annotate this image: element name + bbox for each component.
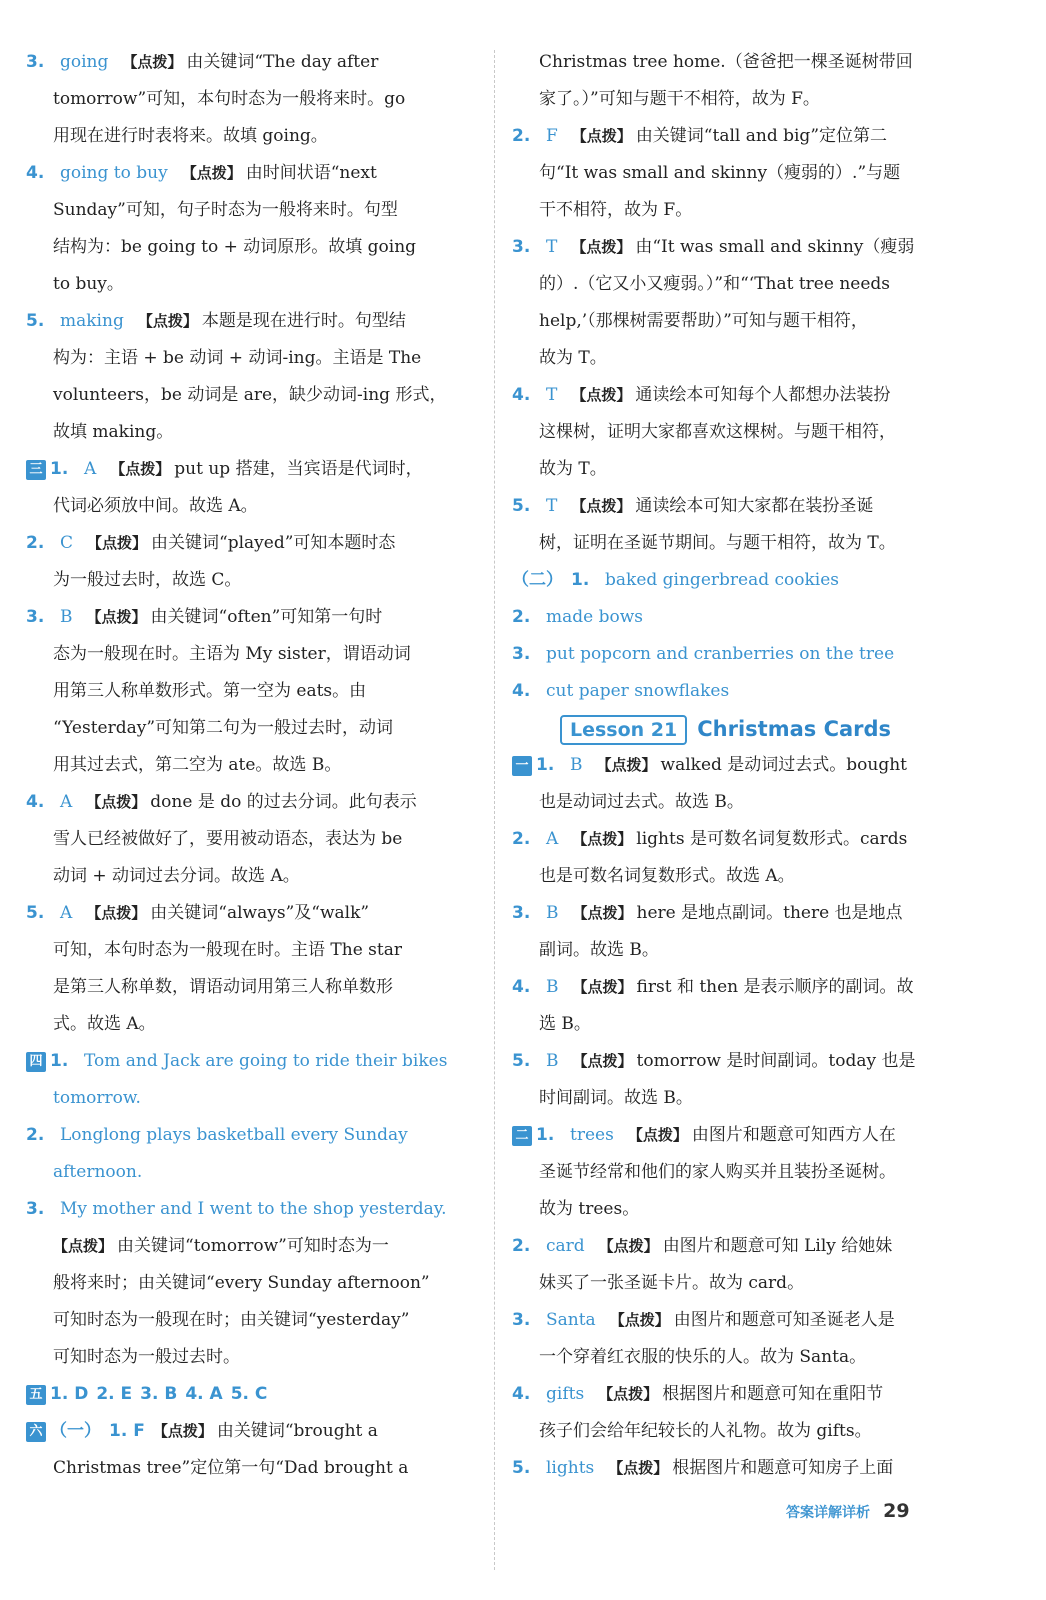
text-line <box>512 895 964 932</box>
column-divider <box>494 50 495 1570</box>
text-line <box>512 525 964 562</box>
answer: made bows <box>546 607 643 627</box>
text-line <box>26 525 478 562</box>
text-line <box>512 636 964 673</box>
item-number: 3. <box>512 237 531 257</box>
item-number: 5. <box>26 311 45 331</box>
explanation-text: 代词必须放中间。故选 A。 <box>53 496 258 516</box>
answer: A <box>84 459 97 479</box>
explanation-text: 也是动词过去式。故选 B。 <box>539 792 744 812</box>
hint-tag: 【点拨】 <box>181 164 242 182</box>
explanation-text: 这棵树，证明大家都喜欢这棵树。与题干相符， <box>539 422 896 442</box>
answer: tomorrow. <box>53 1088 141 1108</box>
text-line <box>512 488 964 525</box>
text-line <box>512 340 964 377</box>
answer: lights <box>546 1458 595 1478</box>
explanation-text: 构为：主语 + be 动词 + 动词-ing。主语是 The <box>53 348 422 368</box>
item-number: 2. <box>512 126 531 146</box>
explanation-text: volunteers，be 动词是 are，缺少动词-ing 形式， <box>53 385 447 405</box>
explanation-text: 式。故选 A。 <box>53 1014 156 1034</box>
text-line <box>26 44 478 81</box>
item-number: 2. <box>26 1125 45 1145</box>
text-line <box>512 1043 964 1080</box>
item-number: 3. <box>26 1199 45 1219</box>
answer: B <box>546 903 559 923</box>
item-number: 3. <box>512 644 531 664</box>
explanation-text: 家了。）”可知与题干不相符，故为 F。 <box>539 89 820 109</box>
explanation-text: put up 搭建，当宾语是代词时， <box>174 459 423 479</box>
hint-tag: 【点拨】 <box>571 386 632 404</box>
explanation-text: 由图片和题意可知圣诞老人是 <box>673 1310 895 1330</box>
explanation-text: 选 B。 <box>539 1014 591 1034</box>
explanation-text: “Yesterday”可知第二句为一般过去时，动词 <box>53 718 394 738</box>
text-line <box>26 451 478 488</box>
hint-tag: 【点拨】 <box>53 1237 114 1255</box>
item-number: （二） <box>512 570 563 590</box>
item-number: 2. <box>26 533 45 553</box>
answer: C <box>60 533 74 553</box>
explanation-text: to buy。 <box>53 274 124 294</box>
text-line <box>512 1080 964 1117</box>
answer: B <box>570 755 583 775</box>
answer: F <box>546 126 558 146</box>
explanation-text: 圣诞节经常和他们的家人购买并且装扮圣诞树。 <box>539 1162 896 1182</box>
hint-tag: 【点拨】 <box>86 793 147 811</box>
text-line <box>26 858 478 895</box>
text-line <box>26 1376 478 1413</box>
hint-tag: 【点拨】 <box>86 904 147 922</box>
explanation-text: 由关键词“often”可知第一句时 <box>150 607 383 627</box>
text-line <box>26 747 478 784</box>
item-number: 3. <box>512 903 531 923</box>
explanation-text: 句“It was small and skinny（瘦弱的）.”与题 <box>539 163 901 183</box>
text-line <box>26 1228 478 1265</box>
text-line <box>512 1339 964 1376</box>
text-line <box>26 636 478 673</box>
explanation-text: 副词。故选 B。 <box>539 940 659 960</box>
hint-tag: 【点拨】 <box>609 1311 670 1329</box>
hint-tag: 【点拨】 <box>87 534 148 552</box>
hint-tag: 【点拨】 <box>86 608 147 626</box>
text-line <box>26 895 478 932</box>
text-line <box>512 932 964 969</box>
hint-tag: 【点拨】 <box>571 497 632 515</box>
page-footer <box>786 1500 910 1522</box>
text-line <box>512 673 964 710</box>
answer: B <box>546 977 559 997</box>
item-number: 1. D <box>50 1384 89 1404</box>
text-line <box>26 118 478 155</box>
text-line <box>26 1302 478 1339</box>
text-line <box>512 192 964 229</box>
hint-tag: 【点拨】 <box>572 978 633 996</box>
hint-tag: 【点拨】 <box>571 238 632 256</box>
text-line <box>512 451 964 488</box>
explanation-text: tomorrow”可知，本句时态为一般将来时。go <box>53 89 406 109</box>
explanation-text: 用其过去式，第二空为 ate。故选 B。 <box>53 755 342 775</box>
explanation-text: 故为 trees。 <box>539 1199 640 1219</box>
item-number: 5. <box>512 496 531 516</box>
explanation-text: 由“It was small and skinny（瘦弱 <box>635 237 915 257</box>
text-line <box>512 1191 964 1228</box>
hint-tag: 【点拨】 <box>152 1422 213 1440</box>
hint-tag: 【点拨】 <box>627 1126 688 1144</box>
text-line <box>512 1117 964 1154</box>
answer: trees <box>570 1125 614 1145</box>
answer: A <box>60 903 73 923</box>
answer: afternoon. <box>53 1162 143 1182</box>
explanation-text: 本题是现在进行时。句型结 <box>201 311 406 331</box>
text-line <box>512 1228 964 1265</box>
text-line <box>512 1154 964 1191</box>
section-badge: 六 <box>26 1422 46 1442</box>
explanation-text: 由关键词“tall and big”定位第二 <box>635 126 888 146</box>
explanation-text: 故为 T。 <box>539 459 607 479</box>
explanation-text: 由图片和题意可知西方人在 <box>691 1125 896 1145</box>
explanation-text: 用第三人称单数形式。第一空为 eats。由 <box>53 681 367 701</box>
hint-tag: 【点拨】 <box>572 904 633 922</box>
item-number: 5. <box>512 1051 531 1071</box>
answer: making <box>60 311 124 331</box>
text-line <box>26 1191 478 1228</box>
lesson-label: Lesson 21 <box>560 715 687 745</box>
item-number: 1. <box>50 459 69 479</box>
item-number: 4. <box>26 792 45 812</box>
answer: A <box>546 829 559 849</box>
explanation-text: 由图片和题意可知 Lily 给她妹 <box>662 1236 893 1256</box>
explanation-text: 由时间状语“next <box>245 163 377 183</box>
left-column <box>26 44 478 1487</box>
explanation-text: Sunday”可知，句子时态为一般将来时。句型 <box>53 200 398 220</box>
answer: T <box>546 496 558 516</box>
text-line <box>26 229 478 266</box>
item-number: 1. F <box>109 1421 145 1441</box>
text-line <box>512 155 964 192</box>
text-line <box>26 821 478 858</box>
text-line <box>26 1043 478 1080</box>
text-line <box>26 81 478 118</box>
explanation-text: 也是可数名词复数形式。故选 A。 <box>539 866 795 886</box>
answer: Santa <box>546 1310 596 1330</box>
section-badge: 二 <box>512 1126 532 1146</box>
item-number: 4. <box>26 163 45 183</box>
hint-tag: 【点拨】 <box>571 127 632 145</box>
text-line <box>512 1302 964 1339</box>
answer: gifts <box>546 1384 585 1404</box>
explanation-text: 由关键词“tomorrow”可知时态为一 <box>117 1236 389 1256</box>
hint-tag: 【点拨】 <box>572 1052 633 1070</box>
item-number: 3. <box>26 52 45 72</box>
item-number: 2. <box>512 607 531 627</box>
text-line <box>512 599 964 636</box>
text-line <box>512 118 964 155</box>
explanation-text: 时间副词。故选 B。 <box>539 1088 693 1108</box>
text-line <box>26 488 478 525</box>
answer: A <box>60 792 73 812</box>
text-line <box>26 1154 478 1191</box>
answer: B <box>60 607 73 627</box>
text-line <box>26 377 478 414</box>
page-number: 29 <box>883 1500 910 1522</box>
right-column <box>512 44 964 1487</box>
answer: Tom and Jack are going to ride their bikes <box>84 1051 448 1071</box>
hint-tag: 【点拨】 <box>596 756 657 774</box>
answer: My mother and I went to the shop yesterday. <box>60 1199 447 1219</box>
explanation-text: tomorrow 是时间副词。today 也是 <box>636 1051 916 1071</box>
item-number: 3. B <box>140 1384 178 1404</box>
answer: Longlong plays basketball every Sunday <box>60 1125 408 1145</box>
explanation-text: 态为一般现在时。主语为 My sister，谓语动词 <box>53 644 411 664</box>
explanation-text: 般将来时；由关键词“every Sunday afternoon” <box>53 1273 430 1293</box>
text-line <box>26 1450 478 1487</box>
text-line <box>512 414 964 451</box>
explanation-text: 是第三人称单数，谓语动词用第三人称单数形 <box>53 977 393 997</box>
explanation-text: 雪人已经被做好了，要用被动语态，表达为 be <box>53 829 403 849</box>
text-line <box>26 303 478 340</box>
explanation-text: 故为 T。 <box>539 348 607 368</box>
text-line <box>512 562 964 599</box>
hint-tag: 【点拨】 <box>122 53 183 71</box>
item-number: 2. E <box>96 1384 133 1404</box>
explanation-text: 通读绘本可知大家都在装扮圣诞 <box>635 496 874 516</box>
text-line <box>512 1376 964 1413</box>
explanation-text: 妹买了一张圣诞卡片。故为 card。 <box>539 1273 805 1293</box>
explanation-text: 由关键词“brought a <box>216 1421 378 1441</box>
item-number: 1. <box>50 1051 69 1071</box>
text-line <box>512 747 964 784</box>
explanation-text: help,’（那棵树需要帮助）”可知与题干相符， <box>539 311 868 331</box>
explanation-text: 可知时态为一般过去时。 <box>53 1347 240 1367</box>
text-line <box>26 599 478 636</box>
explanation-text: 由关键词“played”可知本题时态 <box>151 533 396 553</box>
footer-label: 答案详解详析 <box>786 1505 870 1521</box>
lesson-heading <box>512 710 964 747</box>
item-number: 3. <box>26 607 45 627</box>
text-line <box>512 1006 964 1043</box>
text-line <box>512 44 964 81</box>
explanation-text: 可知，本句时态为一般现在时。主语 The star <box>53 940 402 960</box>
item-number: 3. <box>512 1310 531 1330</box>
hint-tag: 【点拨】 <box>598 1385 659 1403</box>
text-line <box>26 1006 478 1043</box>
text-line <box>512 303 964 340</box>
explanation-text: 树，证明在圣诞节期间。与题干相符，故为 T。 <box>539 533 896 553</box>
item-number: （一） <box>50 1421 101 1441</box>
explanation-text: 由关键词“The day after <box>186 52 379 72</box>
explanation-text: 干不相符，故为 F。 <box>539 200 693 220</box>
text-line <box>26 1413 478 1450</box>
explanation-text: 根据图片和题意可知在重阳节 <box>662 1384 884 1404</box>
item-number: 4. A <box>185 1384 223 1404</box>
explanation-text: walked 是动词过去式。bought <box>660 755 908 775</box>
text-line <box>26 1265 478 1302</box>
text-line <box>26 1117 478 1154</box>
text-line <box>512 784 964 821</box>
text-line <box>512 1413 964 1450</box>
text-line <box>512 1450 964 1487</box>
text-line <box>26 562 478 599</box>
text-line <box>26 266 478 303</box>
text-line <box>512 229 964 266</box>
hint-tag: 【点拨】 <box>572 830 633 848</box>
explanation-text: 的）.（它又小又瘦弱。）”和“‘That tree needs <box>539 274 891 294</box>
explanation-text: 通读绘本可知每个人都想办法装扮 <box>635 385 891 405</box>
answer: cut paper snowflakes <box>546 681 730 701</box>
explanation-text: 动词 + 动词过去分词。故选 A。 <box>53 866 300 886</box>
text-line <box>26 710 478 747</box>
explanation-text: 用现在进行时表将来。故填 going。 <box>53 126 328 146</box>
explanation-text: lights 是可数名词复数形式。cards <box>636 829 908 849</box>
text-line <box>26 414 478 451</box>
item-number: 1. <box>536 755 555 775</box>
text-line <box>26 1080 478 1117</box>
explanation-text: 故填 making。 <box>53 422 174 442</box>
item-number: 2. <box>512 829 531 849</box>
text-line <box>512 821 964 858</box>
answer: T <box>546 385 558 405</box>
explanation-text: 结构为：be going to + 动词原形。故填 going <box>53 237 417 257</box>
explanation-text: here 是地点副词。there 也是地点 <box>636 903 903 923</box>
lesson-title: Christmas Cards <box>697 717 892 741</box>
answer: T <box>546 237 558 257</box>
item-number: 5. <box>26 903 45 923</box>
answer: card <box>546 1236 585 1256</box>
hint-tag: 【点拨】 <box>110 460 171 478</box>
explanation-text: first 和 then 是表示顺序的副词。故 <box>636 977 914 997</box>
answer: put popcorn and cranberries on the tree <box>546 644 895 664</box>
hint-tag: 【点拨】 <box>137 312 198 330</box>
explanation-text: Christmas tree home.（爸爸把一棵圣诞树带回 <box>539 52 913 72</box>
item-number: 5. <box>512 1458 531 1478</box>
section-badge: 三 <box>26 460 46 480</box>
item-number: 1. <box>571 570 590 590</box>
item-number: 4. <box>512 977 531 997</box>
item-number: 5. C <box>230 1384 268 1404</box>
text-line <box>512 858 964 895</box>
text-line <box>512 377 964 414</box>
section-badge: 五 <box>26 1385 46 1405</box>
text-line <box>512 1265 964 1302</box>
answer: baked gingerbread cookies <box>605 570 840 590</box>
text-line <box>26 784 478 821</box>
item-number: 4. <box>512 681 531 701</box>
text-line <box>512 81 964 118</box>
explanation-text: 可知时态为一般现在时；由关键词“yesterday” <box>53 1310 410 1330</box>
item-number: 4. <box>512 385 531 405</box>
text-line <box>26 1339 478 1376</box>
text-line <box>26 969 478 1006</box>
explanation-text: Christmas tree”定位第一句“Dad brought a <box>53 1458 409 1478</box>
explanation-text: 为一般过去时，故选 C。 <box>53 570 242 590</box>
text-line <box>26 155 478 192</box>
explanation-text: done 是 do 的过去分词。此句表示 <box>150 792 417 812</box>
item-number: 2. <box>512 1236 531 1256</box>
text-line <box>26 673 478 710</box>
explanation-text: 一个穿着红衣服的快乐的人。故为 Santa。 <box>539 1347 867 1367</box>
answer: going <box>60 52 109 72</box>
text-line <box>26 192 478 229</box>
explanation-text: 根据图片和题意可知房子上面 <box>672 1458 894 1478</box>
answer: going to buy <box>60 163 168 183</box>
answer: B <box>546 1051 559 1071</box>
section-badge: 一 <box>512 756 532 776</box>
text-line <box>512 266 964 303</box>
text-line <box>26 340 478 377</box>
text-line <box>26 932 478 969</box>
hint-tag: 【点拨】 <box>608 1459 669 1477</box>
explanation-text: 孩子们会给年纪较长的人礼物。故为 gifts。 <box>539 1421 872 1441</box>
text-line <box>512 969 964 1006</box>
hint-tag: 【点拨】 <box>598 1237 659 1255</box>
item-number: 1. <box>536 1125 555 1145</box>
explanation-text: 由关键词“always”及“walk” <box>150 903 370 923</box>
item-number: 4. <box>512 1384 531 1404</box>
section-badge: 四 <box>26 1052 46 1072</box>
